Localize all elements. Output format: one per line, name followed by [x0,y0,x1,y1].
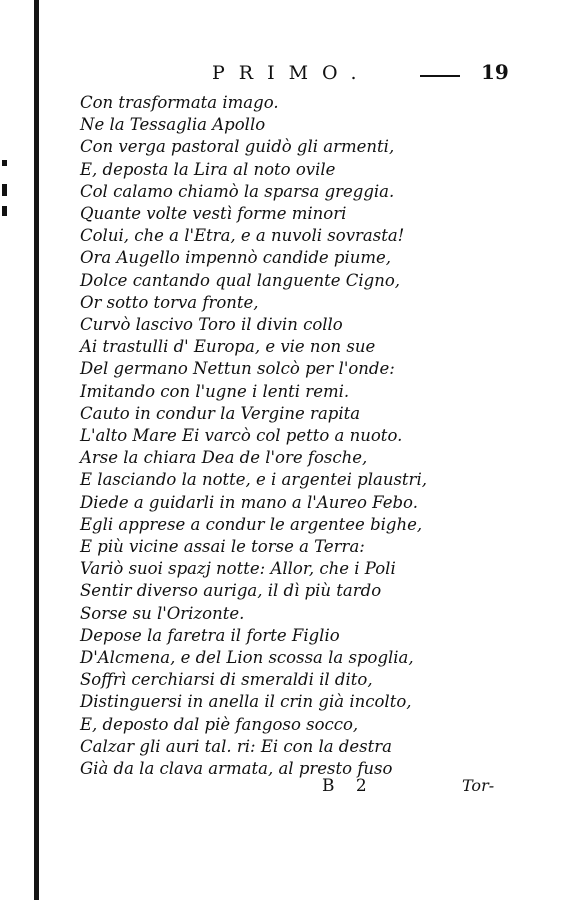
page-number: 19 [481,60,509,84]
gutter-mark [2,184,7,196]
verse-line: Con trasformata imago. [80,93,279,112]
verse-line: Dolce cantando qual languente Cigno, [80,270,401,290]
running-head: PRIMO. [212,62,371,84]
verse-line: Sorse su l'Orizonte. [80,603,245,623]
verse-line: Soffrì cerchiarsi di smeraldi il dito, [80,670,373,690]
verse-line: Cauto in condur la Vergine rapita [80,403,361,423]
verse-line: D'Alcmena, e del Lion scossa la spoglia, [80,648,414,668]
verse-line: Quante volte vestì forme minori [80,204,347,224]
verse-line: Colui, che a l'Etra, e a nuvoli sovrasta! [80,226,405,246]
binding-edge [34,0,39,900]
verse-line: Diede a guidarli in mano a l'Aureo Febo. [80,492,418,512]
verse-line: Con verga pastoral guidò gli armenti, [80,137,395,157]
verse-line: E, deposto dal piè fangoso socco, [80,714,359,734]
binding-gutter [0,0,36,900]
verse-line: L'alto Mare Ei varcò col petto a nuoto. [80,426,403,446]
verse-line: Distinguersi in anella il crin già incolto, [80,692,412,712]
gutter-mark [2,160,7,166]
verse-line: Del germano Nettun solcò per l'onde: [80,359,395,379]
verse-line: Imitando con l'ugne i lenti remi. [80,381,350,401]
verse-line: E più vicine assai le torse a Terra: [80,537,365,557]
verse-line: Col calamo chiamò la sparsa greggia. [80,181,395,201]
catchword: Tor- [462,776,495,795]
verse-line: Ne la Tessaglia Apollo [80,115,266,135]
verse-line: Egli apprese a condur le argentee bighe, [80,514,423,534]
verse-line: Depose la faretra il forte Figlio [80,625,340,645]
verse-line: Ora Augello impennò candide piume, [80,248,392,268]
gutter-mark [2,206,7,216]
verse-line: Curvò lascivo Toro il divin collo [80,315,343,335]
running-head-rule [420,75,460,77]
printer-signature: B 2 [322,776,375,796]
verse-line: Calzar gli auri tal. ri: Ei con la destra [80,736,392,756]
verse-line: E, deposta la Lira al noto ovile [80,159,336,179]
verse-line: Or sotto torva fronte, [80,292,259,312]
verse-line: E lasciando la notte, e i argentei plaustri, [80,470,427,490]
verse-line: Variò suoi spazj notte: Allor, che i Poli [80,559,396,579]
verse-block [80,92,500,780]
verse-line: Ai trastulli d' Europa, e vie non sue [80,337,376,357]
verse-line: Sentir diverso auriga, il dì più tardo [80,581,382,601]
verse-line: Arse la chiara Dea de l'ore fosche, [80,448,368,468]
verse-line: Già da la clava armata, al presto fuso [80,759,393,779]
